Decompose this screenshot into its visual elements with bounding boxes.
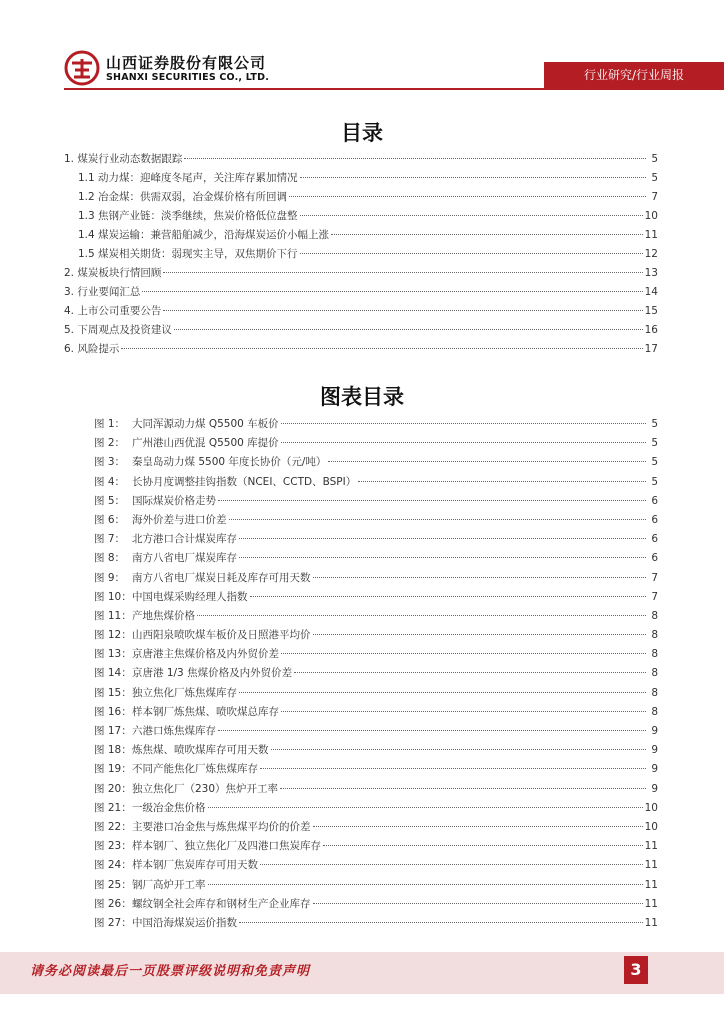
figure-entry-label: 海外价差与进口价差 <box>132 513 227 526</box>
figure-entry-label: 独立焦化厂（230）焦炉开工率 <box>132 782 279 795</box>
toc-entry[interactable] <box>64 340 658 359</box>
toc-entry[interactable] <box>64 207 658 226</box>
dot-leader <box>239 692 646 693</box>
dot-leader <box>313 634 647 635</box>
figure-entry[interactable] <box>94 415 658 434</box>
dot-leader <box>280 788 646 789</box>
figure-entry-number: 图 5： <box>94 494 126 507</box>
dot-leader <box>313 826 643 827</box>
toc-entry-page: 14 <box>644 286 658 298</box>
figure-entry-number: 图 21： <box>94 801 132 814</box>
figure-entry-label: 秦皇岛动力煤 5500 年度长协价（元/吨） <box>132 456 327 469</box>
figure-list <box>94 415 658 933</box>
dot-leader <box>281 711 646 712</box>
figure-list-title: 图表目录 <box>320 385 404 409</box>
toc-entry-page: 13 <box>644 267 658 279</box>
figure-entry[interactable] <box>94 626 658 645</box>
toc-title: 目录 <box>341 121 383 145</box>
figure-entry-page: 6 <box>651 552 658 565</box>
figure-entry-label: 京唐港主焦煤价格及内外贸价差 <box>132 648 279 661</box>
dot-leader <box>250 596 647 597</box>
toc-entry-page: 15 <box>644 305 658 317</box>
figure-entry-number: 图 20： <box>94 782 132 795</box>
dot-leader <box>121 348 642 349</box>
dot-leader <box>300 215 643 216</box>
figure-entry[interactable] <box>94 588 658 607</box>
figure-entry[interactable] <box>94 741 658 760</box>
toc-entry[interactable] <box>64 321 658 340</box>
figure-entry-label: 产地焦煤价格 <box>132 609 195 622</box>
figure-entry-label: 样本钢厂炼焦煤、喷吹煤总库存 <box>132 705 279 718</box>
dot-leader <box>229 519 647 520</box>
toc-entry[interactable] <box>64 169 658 188</box>
dot-leader <box>289 196 646 197</box>
figure-entry-page: 10 <box>644 801 658 814</box>
figure-entry-number: 图 11： <box>94 609 132 622</box>
dot-leader <box>300 253 643 254</box>
toc-entry-page: 11 <box>644 229 658 241</box>
toc-entry-page: 7 <box>651 191 658 203</box>
toc-entry-label: 1.2 冶金煤：供需双弱，冶金煤价格有所回调 <box>78 191 288 203</box>
figure-entry-label: 南方八省电厂煤炭库存 <box>132 552 237 565</box>
figure-entry[interactable] <box>94 895 658 914</box>
dot-leader <box>281 423 646 424</box>
figure-entry[interactable] <box>94 837 658 856</box>
dot-leader <box>239 922 643 923</box>
figure-entry-number: 图 1： <box>94 418 126 430</box>
figure-entry-page: 8 <box>651 609 658 622</box>
figure-entry-page: 11 <box>644 840 658 853</box>
figure-entry-label: 山西阳泉喷吹煤车板价及日照港平均价 <box>132 629 311 642</box>
toc-entry-page: 17 <box>644 343 658 355</box>
figure-entry-number: 图 2： <box>94 437 126 450</box>
dot-leader <box>142 291 642 292</box>
figure-entry-number: 图 24： <box>94 859 132 872</box>
figure-entry-page: 11 <box>644 897 658 910</box>
dot-leader <box>208 884 643 885</box>
dot-leader <box>184 158 646 159</box>
figure-entry-number: 图 27： <box>94 916 132 929</box>
toc-entry-label: 1. 煤炭行业动态数据跟踪 <box>64 153 183 165</box>
figure-entry-label: 六港口炼焦煤库存 <box>132 725 216 737</box>
toc-entry-page: 10 <box>644 210 658 222</box>
figure-entry[interactable] <box>94 856 658 875</box>
toc-entry-label: 5. 下周观点及投资建议 <box>64 324 172 336</box>
toc-entry[interactable] <box>64 188 658 207</box>
figure-entry-number: 图 10： <box>94 590 132 603</box>
dot-leader <box>174 329 643 330</box>
page-number: 3 <box>624 956 648 984</box>
figure-entry-number: 图 9： <box>94 571 126 584</box>
figure-entry-label: 样本钢厂、独立焦化厂及四港口焦炭库存 <box>132 840 321 853</box>
figure-entry-page: 5 <box>651 475 658 488</box>
figure-entry-label: 长协月度调整挂钩指数（NCEI、CCTD、BSPI） <box>132 475 357 488</box>
dot-leader <box>260 768 646 769</box>
dot-leader <box>358 481 646 482</box>
figure-entry-number: 图 3： <box>94 456 126 469</box>
figure-entry-number: 图 12： <box>94 629 132 642</box>
dot-leader <box>281 653 646 654</box>
figure-entry-label: 广州港山西优混 Q5500 库提价 <box>132 437 279 450</box>
figure-entry-page: 8 <box>651 667 658 680</box>
figure-entry[interactable] <box>94 473 658 492</box>
toc-entry[interactable] <box>64 150 658 169</box>
figure-entry[interactable] <box>94 645 658 664</box>
figure-entry-page: 6 <box>651 533 658 546</box>
figure-entry-number: 图 23： <box>94 840 132 853</box>
figure-entry-label: 北方港口合计煤炭库存 <box>132 533 237 546</box>
dot-leader <box>218 500 646 501</box>
report-type-tag: 行业研究/行业周报 <box>544 62 724 88</box>
dot-leader <box>281 442 646 443</box>
figure-entry-number: 图 8： <box>94 552 126 565</box>
figure-entry-page: 5 <box>651 418 658 430</box>
toc-entry-page: 12 <box>644 248 658 260</box>
toc-entry[interactable] <box>64 226 658 245</box>
toc-entry-label: 1.3 焦钢产业链：淡季继续，焦炭价格低位盘整 <box>78 210 298 222</box>
figure-entry-page: 7 <box>651 571 658 584</box>
dot-leader <box>313 577 647 578</box>
dot-leader <box>328 461 646 462</box>
page-header <box>0 0 724 100</box>
figure-entry-label: 国际煤炭价格走势 <box>132 494 216 507</box>
figure-entry-number: 图 16： <box>94 705 132 718</box>
toc-entry-label: 1.5 煤炭相关期货：弱现实主导，双焦期价下行 <box>78 248 298 260</box>
dot-leader <box>239 538 646 539</box>
company-name-cn: 山西证券股份有限公司 <box>106 54 267 72</box>
figure-entry-page: 8 <box>651 705 658 718</box>
toc-entry-label: 3. 行业要闻汇总 <box>64 286 141 298</box>
figure-entry[interactable] <box>94 664 658 683</box>
figure-entry[interactable] <box>94 876 658 895</box>
figure-entry-label: 样本钢厂焦炭库存可用天数 <box>132 859 258 872</box>
figure-entry-page: 9 <box>651 782 658 795</box>
figure-entry-number: 图 4： <box>94 475 126 488</box>
toc-entry[interactable] <box>64 245 658 264</box>
figure-entry-number: 图 25： <box>94 878 132 891</box>
figure-entry[interactable] <box>94 914 658 933</box>
figure-entry-number: 图 13： <box>94 648 132 661</box>
footer-disclaimer: 请务必阅读最后一页股票评级说明和免责声明 <box>30 964 311 979</box>
toc-entry[interactable] <box>64 264 658 283</box>
dot-leader <box>300 177 646 178</box>
toc-entry-label: 4. 上市公司重要公告 <box>64 305 162 317</box>
figure-entry-label: 一级冶金焦价格 <box>132 801 206 814</box>
figure-entry-label: 螺纹钢全社会库存和钢材生产企业库存 <box>132 897 311 910</box>
figure-entry-label: 主要港口冶金焦与炼焦煤平均价的价差 <box>132 820 311 833</box>
company-name-en: SHANXI SECURITIES CO., LTD. <box>106 72 270 83</box>
figure-entry-page: 9 <box>651 744 658 757</box>
figure-entry-page: 8 <box>651 648 658 661</box>
toc-entry-label: 1.4 煤炭运输：兼营船舶减少，沿海煤炭运价小幅上涨 <box>78 229 330 241</box>
figure-entry[interactable] <box>94 780 658 799</box>
figure-entry-number: 图 15： <box>94 686 132 699</box>
figure-entry-number: 图 19： <box>94 763 132 776</box>
toc-entry[interactable] <box>64 283 658 302</box>
figure-entry[interactable] <box>94 799 658 818</box>
figure-entry[interactable] <box>94 511 658 530</box>
figure-entry-page: 7 <box>651 590 658 603</box>
toc-entry-label: 2. 煤炭板块行情回顾 <box>64 267 162 279</box>
figure-entry[interactable] <box>94 569 658 588</box>
dot-leader <box>323 845 643 846</box>
dot-leader <box>163 272 642 273</box>
figure-entry[interactable] <box>94 818 658 837</box>
figure-entry-label: 炼焦煤、喷吹煤库存可用天数 <box>132 744 269 757</box>
figure-entry-page: 5 <box>651 456 658 469</box>
figure-entry-number: 图 14： <box>94 667 132 680</box>
figure-entry-page: 10 <box>644 820 658 833</box>
figure-entry[interactable] <box>94 492 658 511</box>
toc-entry[interactable] <box>64 302 658 321</box>
figure-entry-label: 中国电煤采购经理人指数 <box>132 590 248 603</box>
dot-leader <box>331 234 643 235</box>
figure-entry-number: 图 26： <box>94 897 132 910</box>
toc-entry-label: 1.1 动力煤：迎峰度冬尾声，关注库存累加情况 <box>78 172 298 184</box>
figure-entry-label: 大同浑源动力煤 Q5500 车板价 <box>132 418 279 430</box>
dot-leader <box>271 749 647 750</box>
figure-entry[interactable] <box>94 684 658 703</box>
figure-entry-page: 11 <box>644 859 658 872</box>
dot-leader <box>197 615 646 616</box>
figure-entry-label: 南方八省电厂煤炭日耗及库存可用天数 <box>132 571 311 584</box>
company-logo-icon <box>64 50 100 86</box>
header-divider <box>64 88 724 90</box>
table-of-contents <box>64 150 658 359</box>
figure-entry-number: 图 22： <box>94 820 132 833</box>
figure-entry-page: 8 <box>651 686 658 699</box>
figure-entry-label: 京唐港 1/3 焦煤价格及内外贸价差 <box>132 667 293 680</box>
figure-entry-number: 图 17： <box>94 725 132 737</box>
figure-entry[interactable] <box>94 607 658 626</box>
figure-entry-page: 5 <box>651 437 658 450</box>
figure-entry[interactable] <box>94 453 658 472</box>
figure-entry-page: 9 <box>651 763 658 776</box>
dot-leader <box>313 903 643 904</box>
figure-entry[interactable] <box>94 549 658 568</box>
toc-entry-label: 6. 风险提示 <box>64 343 120 355</box>
toc-entry-page: 5 <box>651 172 658 184</box>
figure-entry-page: 8 <box>651 629 658 642</box>
figure-entry-number: 图 18： <box>94 744 132 757</box>
figure-entry-page: 6 <box>651 513 658 526</box>
figure-entry-label: 独立焦化厂炼焦煤库存 <box>132 686 237 699</box>
figure-entry-number: 图 6： <box>94 513 126 526</box>
figure-entry-page: 11 <box>644 878 658 891</box>
figure-entry-page: 6 <box>651 494 658 507</box>
figure-entry-number: 图 7： <box>94 533 126 546</box>
dot-leader <box>208 807 643 808</box>
figure-entry[interactable] <box>94 722 658 741</box>
figure-entry-label: 钢厂高炉开工率 <box>132 878 206 891</box>
figure-entry[interactable] <box>94 760 658 779</box>
toc-entry-page: 5 <box>651 153 658 165</box>
dot-leader <box>294 672 646 673</box>
figure-entry-label: 中国沿海煤炭运价指数 <box>132 916 237 929</box>
figure-entry-page: 9 <box>651 725 658 737</box>
toc-entry-page: 16 <box>644 324 658 336</box>
figure-entry-page: 11 <box>644 916 658 929</box>
figure-entry[interactable] <box>94 434 658 453</box>
figure-entry-label: 不同产能焦化厂炼焦煤库存 <box>132 763 258 776</box>
dot-leader <box>239 557 646 558</box>
figure-entry[interactable] <box>94 530 658 549</box>
dot-leader <box>260 864 643 865</box>
dot-leader <box>218 730 646 731</box>
dot-leader <box>163 310 642 311</box>
figure-entry[interactable] <box>94 703 658 722</box>
